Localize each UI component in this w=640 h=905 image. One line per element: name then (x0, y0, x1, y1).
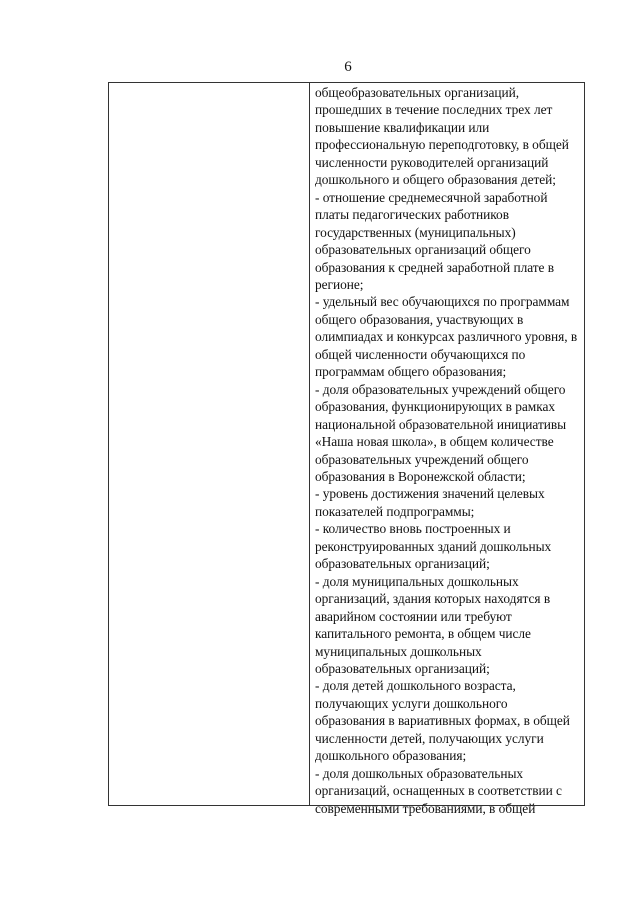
text-line: образования в Воронежской области; (315, 468, 526, 484)
text-line: современными требованиями, в общей (315, 800, 536, 816)
text-line: образовательных организаций общего (315, 242, 531, 258)
text-line: государственных (муниципальных) (315, 224, 516, 240)
text-line: образования, функционирующих в рамках (315, 399, 556, 415)
text-line: прошедших в течение последних трех лет (315, 102, 553, 118)
text-line: общей численности обучающихся по (315, 346, 526, 362)
text-line: муниципальных дошкольных (315, 643, 482, 659)
text-line: олимпиадах и конкурсах различного уровня, в (315, 329, 578, 345)
text-line: национальной образовательной инициативы (315, 416, 567, 432)
text-line: - доля образовательных учреждений общего (315, 381, 566, 397)
text-line: дошкольного образования; (315, 748, 467, 764)
text-line: аварийном состоянии или требуют (315, 608, 512, 624)
text-line: численности детей, получающих услуги (315, 730, 544, 746)
text-line: - доля муниципальных дошкольных (315, 573, 519, 589)
text-line: - доля детей дошкольного возраста, (315, 678, 516, 694)
text-line: образовательных организаций; (315, 556, 490, 572)
text-line: программам общего образования; (315, 364, 507, 380)
text-line: организаций, здания которых находятся в (315, 591, 551, 607)
text-line: реконструированных зданий дошкольных (315, 538, 552, 554)
text-line: регионе; (315, 276, 364, 292)
text-line: - отношение среднемесячной заработной (315, 189, 548, 205)
text-line: образования к средней заработной плате в (315, 259, 555, 275)
column-divider (309, 83, 310, 805)
text-line: общего образования, участвующих в (315, 311, 524, 327)
text-line: профессиональную переподготовку, в общей (315, 137, 569, 153)
text-line: численности руководителей организаций (315, 154, 549, 170)
text-line: показателей подпрограммы; (315, 503, 475, 519)
text-line: - доля дошкольных образовательных (315, 765, 524, 781)
text-line: - количество вновь построенных и (315, 521, 511, 537)
page-number: 6 (344, 59, 352, 75)
document-table (108, 82, 585, 816)
text-line: дошкольного и общего образования детей; (315, 172, 556, 188)
text-line: общеобразовательных организаций, (315, 85, 519, 100)
text-line: - уровень достижения значений целевых (315, 486, 545, 502)
table-left-cell (109, 83, 309, 805)
text-line: получающих услуги дошкольного (315, 695, 508, 711)
text-line: образовательных учреждений общего (315, 451, 529, 467)
text-line: организаций, оснащенных в соответствии с (315, 783, 562, 799)
text-line: повышение квалификации или (315, 119, 490, 135)
text-line: платы педагогических работников (315, 207, 509, 223)
text-line: - удельный вес обучающихся по программам (315, 294, 570, 310)
text-line: образования в вариативных формах, в общей (315, 713, 570, 729)
text-line: капитального ремонта, в общем числе (315, 626, 531, 642)
text-line: образовательных организаций; (315, 660, 490, 676)
table-right-cell (315, 84, 580, 816)
text-line: «Наша новая школа», в общем количестве (315, 434, 554, 450)
